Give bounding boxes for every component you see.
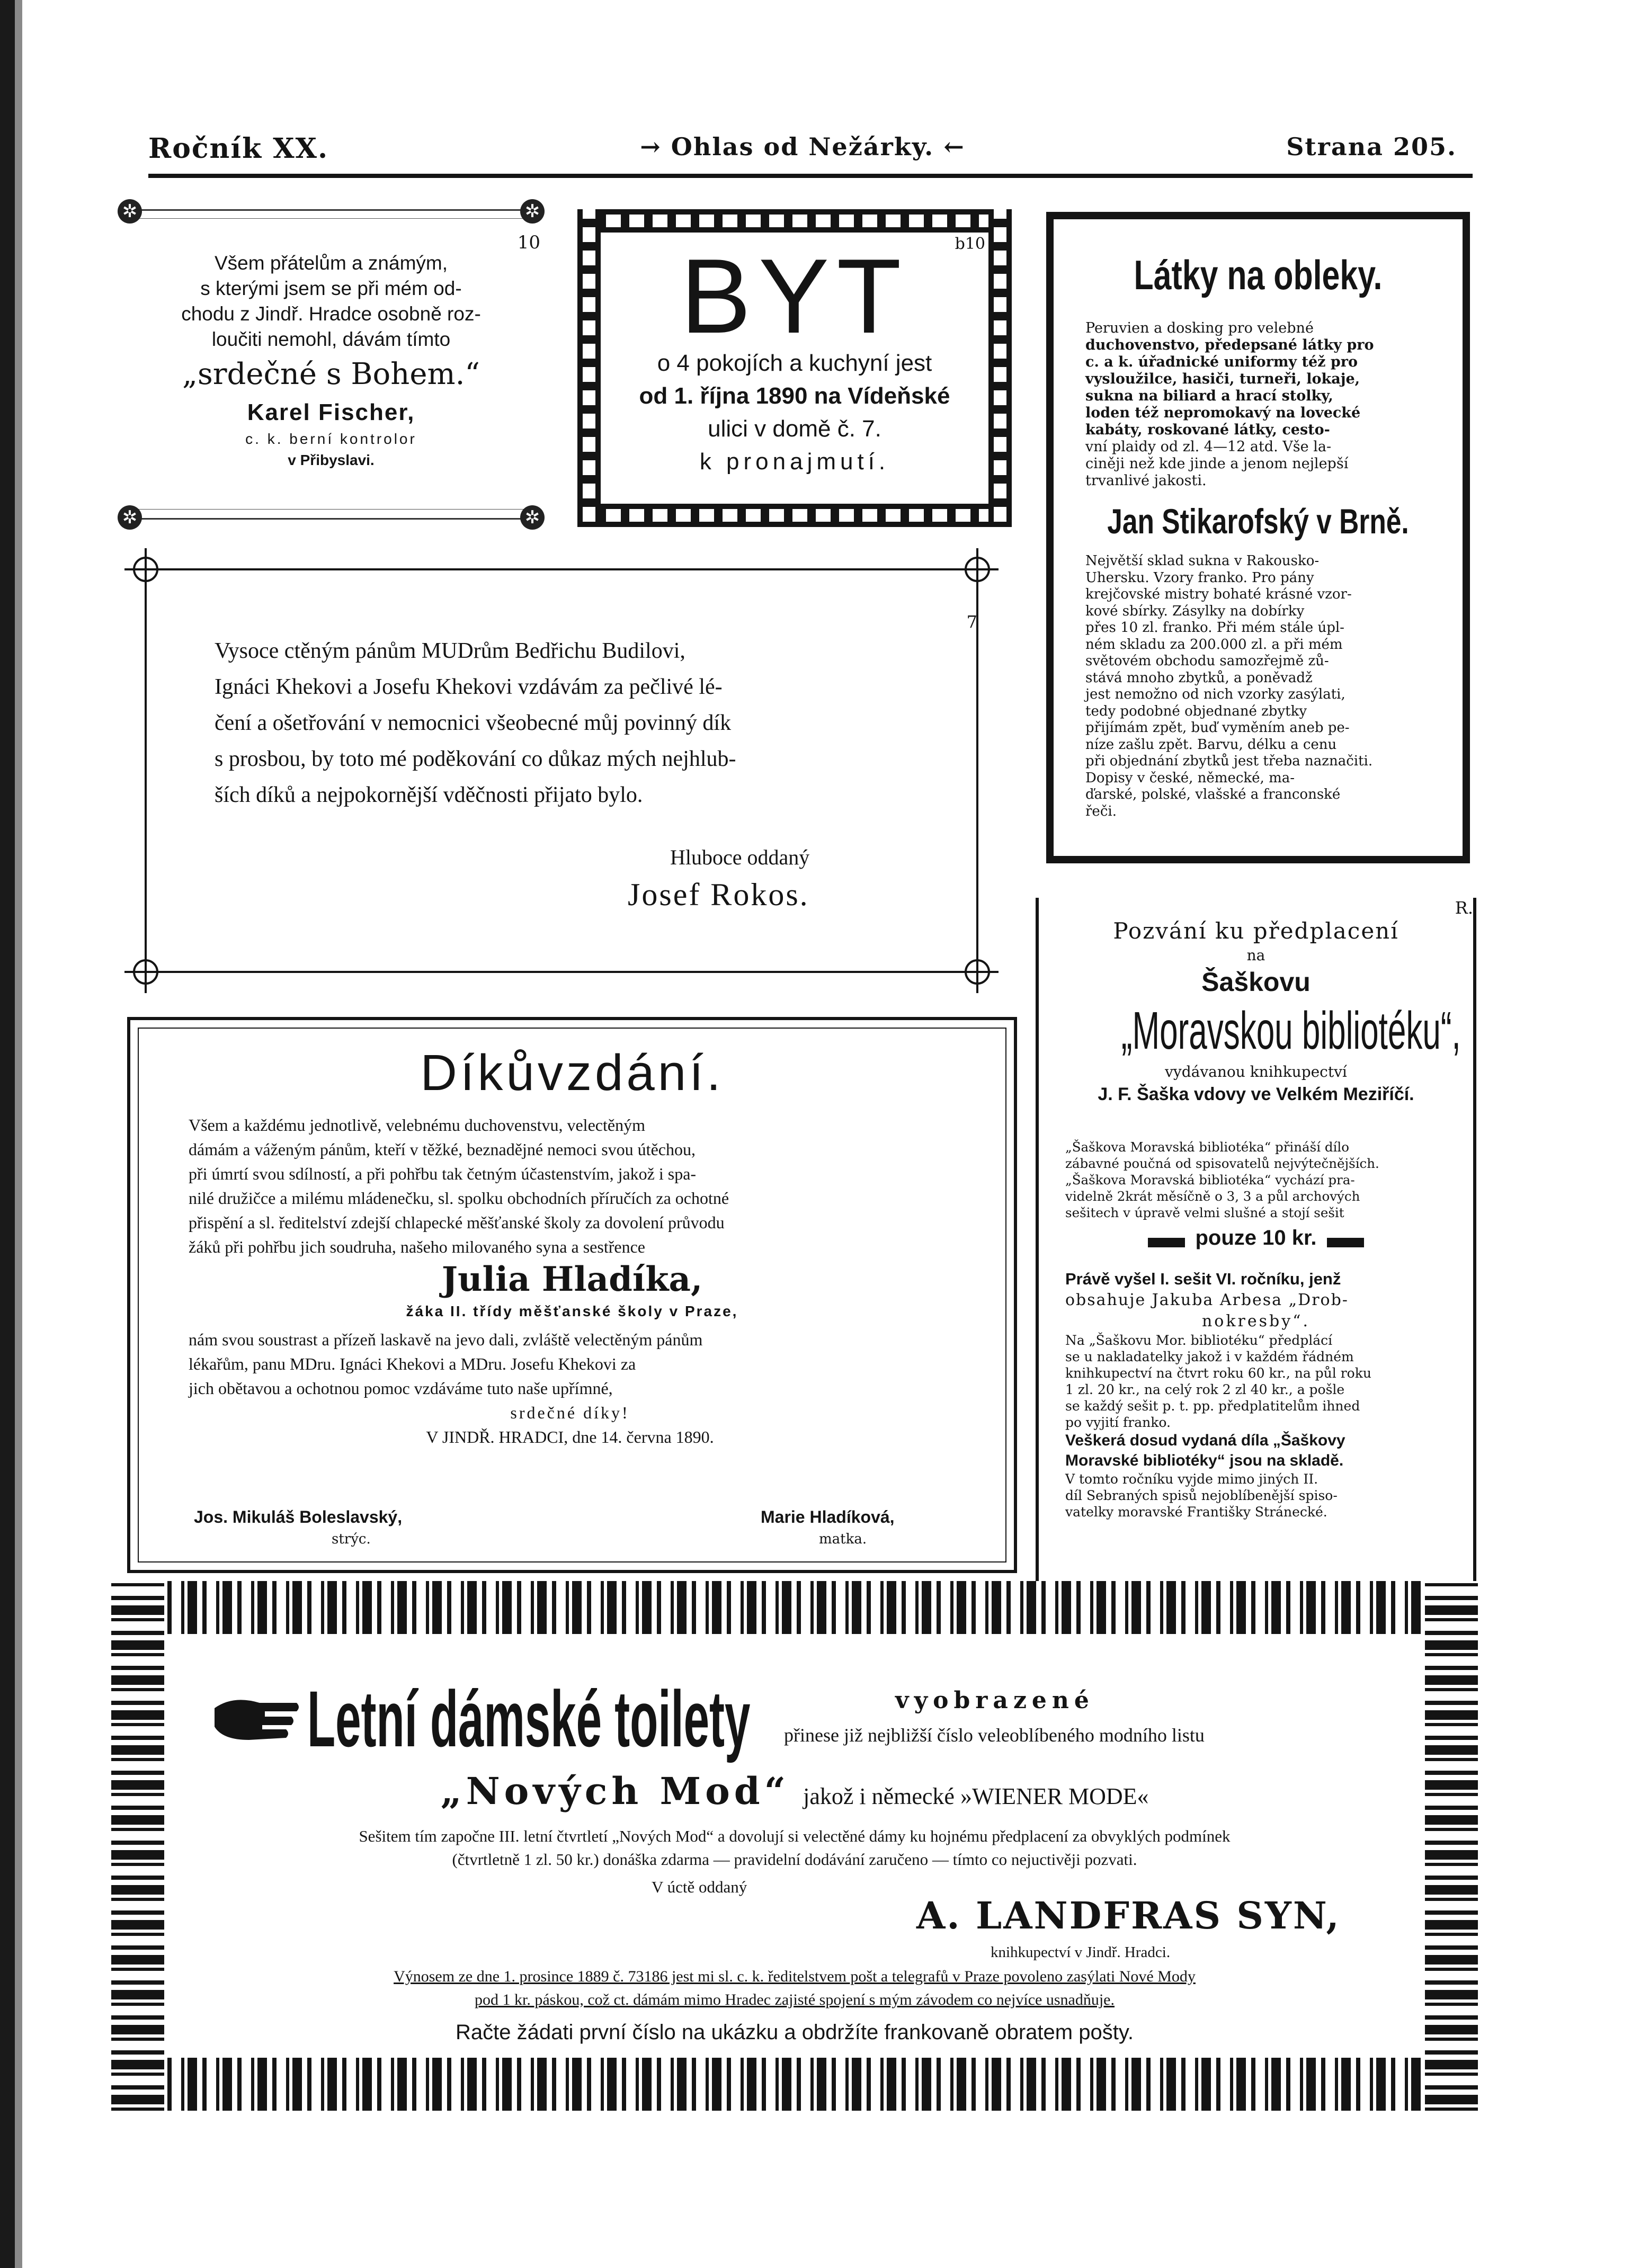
ad-signature: Karel Fischer, xyxy=(247,399,415,425)
ad-text-line: V úctě oddaný xyxy=(652,1878,747,1896)
ad-text-line: od 1. října 1890 na Vídeňské xyxy=(639,383,950,409)
ad-text-line: V tomto ročníku vyjde mimo jiných II. xyxy=(1065,1471,1318,1487)
ad-text-line: nokresby“. xyxy=(1201,1312,1311,1331)
ad-signature-title: c. k. berní kontrolor xyxy=(245,431,417,447)
corner-ornament-icon: ✲ xyxy=(520,199,545,224)
ad-firm-name: A. LANDFRAS SYN, xyxy=(916,1894,1341,1937)
page-header xyxy=(148,132,1457,175)
ad-heading: Díkůvzdání. xyxy=(420,1044,724,1101)
ad-heading: Látky na obleky. xyxy=(1134,252,1383,298)
ad-text-line: nám svou soustrast a přízeň laskavě na jevo dali, zvláště velectěným pánům xyxy=(189,1330,703,1349)
ad-text-line: tedy podobné objednané zbytky xyxy=(1085,703,1307,719)
ad-text-line: ších díků a nejpokornější vděčnosti přijato bylo. xyxy=(215,783,643,807)
ad-text-line: c. a k. úřadnické uniformy též pro xyxy=(1085,354,1358,370)
ad-mark: R. xyxy=(1455,898,1473,918)
ad-letni-toilety xyxy=(111,1581,1478,2111)
price-bar-left xyxy=(1148,1238,1185,1247)
ad-text-line: Veškerá dosud vydaná díla „Šaškovy xyxy=(1065,1432,1345,1449)
ad-signature: Marie Hladíková, xyxy=(761,1507,895,1526)
ad-heading: „Moravskou bibliotéku“, xyxy=(1121,1001,1461,1060)
ad-subheading: vyobrazené xyxy=(895,1687,1094,1714)
ad-text-line: přinese již nejbližší číslo veleoblíbeného modního listu xyxy=(784,1725,1205,1746)
chain-border xyxy=(577,209,601,527)
ad-text-line: s kterými jsem se při mém od- xyxy=(200,278,462,299)
chain-border xyxy=(988,209,1012,527)
ad-text-line: sukna na biliard a hrací stolky, xyxy=(1085,388,1333,404)
ad-heading: BYT xyxy=(680,237,909,355)
page-binding-edge xyxy=(0,0,15,2268)
ad-text-line: s prosbou, by toto mé poděkování co důkaz mých nejhlub- xyxy=(215,747,736,771)
ad-text-line: vysloužilce, hasiči, turneři, lokaje, xyxy=(1085,371,1360,387)
ornamental-border xyxy=(111,1581,1478,1634)
ad-signature-role: strýc. xyxy=(332,1531,371,1547)
ad-text-line: Na „Šaškovu Mor. bibliotéku“ předplácí xyxy=(1065,1333,1333,1348)
ad-text-line: 1 zl. 20 kr., na celý rok 2 zl 40 kr., a pošle xyxy=(1065,1382,1345,1397)
ad-text-line: sešitech v úpravě velmi slušné a stojí sešit xyxy=(1065,1205,1344,1220)
ad-byt xyxy=(577,209,1012,527)
ad-text-line: Moravské bibliotéky“ jsou na skladě. xyxy=(1065,1452,1344,1469)
ad-text-line: (čtvrtletně 1 zl. 50 kr.) donáška zdarma — pravidelní dodávání zaručeno — tímto co nejuctivěji pozvati. xyxy=(452,1850,1137,1869)
ad-text-line: trvanlivé jakosti. xyxy=(1085,472,1207,489)
corner-ornament-icon: ✲ xyxy=(118,199,142,224)
page-number: Strana 205. xyxy=(1286,132,1457,161)
ad-text-line: Pozvání ku předplacení xyxy=(1113,918,1399,944)
ad-greeting: „srdečné s Bohem.“ xyxy=(182,357,480,391)
ad-deceased-name: Julia Hladíka, xyxy=(441,1260,703,1299)
ad-text-line: se každý sešit p. t. pp. předplatitelům ihned xyxy=(1065,1398,1360,1414)
page-binding-shadow xyxy=(15,0,22,2268)
ad-text-line: stává mnoho zbytků, a poněvadž xyxy=(1085,669,1313,686)
ad-text-line: ďarské, polské, vlašské a franconské xyxy=(1085,787,1341,802)
ad-text-line: „Šaškova Moravská bibliotéka“ přináší dílo xyxy=(1065,1139,1349,1155)
ad-text-line: díl Sebraných spisů nejoblíbenější spiso- xyxy=(1065,1488,1338,1503)
ad-text-line: žáků při pohřbu jich soudruha, našeho milovaného syna a sestřence xyxy=(189,1237,645,1256)
ad-text-line: Uhersku. Vzory franko. Pro pány xyxy=(1085,569,1314,586)
ad-heading: Šaškovu xyxy=(1201,967,1311,997)
ad-number: 7 xyxy=(966,612,977,632)
ornamental-border xyxy=(111,2058,1478,2111)
chain-border xyxy=(577,504,1012,527)
ad-text-line: jakož i německé »WIENER MODE« xyxy=(803,1783,1149,1809)
ad-text-line: Všem a každému jednotlivě, velebnému duchovenstvu, velectěným xyxy=(189,1115,645,1135)
ad-text-line: krejčovské mistry bohaté krásné vzor- xyxy=(1085,586,1352,602)
ad-latky xyxy=(1046,212,1470,863)
ad-text-line: se u nakladatelky jakož i v každém řádném xyxy=(1065,1349,1354,1364)
ad-text-line: obsahuje Jakuba Arbesa „Drob- xyxy=(1065,1291,1349,1309)
ad-text-line: řeči. xyxy=(1085,803,1117,819)
corner-ornament-icon: ✲ xyxy=(118,505,142,530)
ad-text-line: V JINDŘ. HRADCI, dne 14. června 1890. xyxy=(426,1427,714,1446)
ad-text-line: Vysoce ctěným pánům MUDrům Bedřichu Budilovi, xyxy=(215,639,685,663)
ad-text-line: při objednání zbytků jest třeba naznačiti. xyxy=(1085,753,1373,769)
ad-text-line: zábavné poučná od spisovatelů nejvýtečnějších. xyxy=(1065,1156,1379,1171)
ad-text-line: přes 10 zl. franko. Při mém stále úpl- xyxy=(1085,620,1344,636)
pointing-hand-icon xyxy=(212,1687,302,1745)
ad-text-line: o 4 pokojích a kuchyní jest xyxy=(657,350,932,376)
ad-text-line: kabáty, roskované látky, cesto- xyxy=(1085,422,1330,438)
ad-text-line: přijímám zpět, buď vyměním aneb pe- xyxy=(1085,720,1350,736)
ad-text-line: pod 1 kr. páskou, což ct. dámám mimo Hradec zajisté spojení s mým závodem co nejvíce usnadňuje. xyxy=(475,1991,1115,2008)
ad-text-line: „Šaškova Moravská bibliotéka“ vychází pra- xyxy=(1065,1172,1355,1187)
ad-heading: Letní dámské toilety xyxy=(307,1674,751,1763)
ad-text-line: Všem přátelům a známým, xyxy=(214,252,448,274)
ad-text-line: lékařům, panu MDru. Ignáci Khekovi a MDru. Josefu Khekovi za xyxy=(189,1354,636,1373)
ad-text-line: Sešitem tím započne III. letní čtvrtletí „Nových Mod“ a dovolují si velectěné dámy ku hojnému předplacení za obvyklých podmínek xyxy=(359,1827,1231,1845)
ad-number: 10 xyxy=(517,232,540,253)
ad-fischer xyxy=(122,201,540,528)
ad-closing: Hluboce oddaný xyxy=(670,845,810,869)
ad-text-line: přispění a sl. ředitelství zdejší chlapecké měšťanské školy za dovolení průvodu xyxy=(189,1213,725,1232)
ad-text-line: Dopisy v české, německé, ma- xyxy=(1085,770,1295,786)
ad-text-line: Největší sklad sukna v Rakousko- xyxy=(1085,553,1320,569)
newspaper-title: → Ohlas od Nežárky. ← xyxy=(640,132,965,161)
ad-text-line: Peruvien a dosking pro velebné xyxy=(1085,320,1314,336)
ad-text-line: kové sbírky. Zásylky na dobírky xyxy=(1085,603,1305,619)
ad-text-line: Výnosem ze dne 1. prosince 1889 č. 73186 jest mi sl. c. k. ředitelstvem pošt a telegrafů v Praze povoleno zasýlati Nové Mody xyxy=(394,1968,1196,1985)
ad-saskova xyxy=(1036,898,1476,1586)
ad-text-line: Račte žádati první číslo na ukázku a obdržíte frankovaně obratem pošty. xyxy=(456,2021,1134,2044)
ad-text-line: jest nemožno od nich vzorky zasýlati, xyxy=(1085,686,1345,702)
header-rule xyxy=(148,174,1473,178)
ad-signature-place: v Přibyslavi. xyxy=(288,452,375,468)
ad-text-line: níze zašlu zpět. Barvu, délku a cenu xyxy=(1085,736,1337,753)
ad-text-line: loučiti nemohl, dávám tímto xyxy=(211,328,451,350)
ad-text-line: na xyxy=(1246,947,1265,964)
ad-number: b10 xyxy=(955,235,985,253)
price-bar-right xyxy=(1327,1238,1364,1247)
ad-text-line: knihkupectví v Jindř. Hradci. xyxy=(991,1944,1171,1961)
ad-text-line: srdečné díky! xyxy=(510,1403,630,1422)
ad-text-line: nilé družičce a milému mládenečku, sl. spolku obchodních příručích za ochotné xyxy=(189,1189,729,1208)
ad-text-line: knihkupectví na čtvrt roku 60 kr., na půl roku xyxy=(1065,1365,1371,1381)
volume-label: Ročník XX. xyxy=(148,132,329,165)
ad-text-line: při úmrtí svou sdílností, a při pohřbu tak četným účastenstvím, jakož i spa- xyxy=(189,1164,697,1183)
ad-text-line: Ignáci Khekovi a Josefu Khekovi vzdávám za pečlivé lé- xyxy=(215,675,723,699)
ad-text-line: ulici v domě č. 7. xyxy=(708,416,881,442)
ad-text-line: žáka II. třídy měšťanské školy v Praze, xyxy=(406,1303,738,1319)
ad-publisher: J. F. Šaška vdovy ve Velkém Meziříčí. xyxy=(1098,1084,1414,1104)
ad-paper-title: „Nových Mod“ xyxy=(440,1769,790,1813)
ad-text-line: Právě vyšel I. sešit VI. ročníku, jenž xyxy=(1065,1270,1341,1288)
ad-text-line: vydávanou knihkupectví xyxy=(1165,1063,1347,1081)
ad-price: pouze 10 kr. xyxy=(1195,1226,1317,1249)
ad-text-line: videlně 2krát měsíčně o 3, 3 a půl archových xyxy=(1065,1189,1360,1204)
ad-text-line: vatelky moravské Františky Stránecké. xyxy=(1065,1504,1327,1520)
ad-text-line: čení a ošetřování v nemocnici všeobecné můj povinný dík xyxy=(215,711,732,735)
ad-firm-name: Jan Stikarofský v Brně. xyxy=(1107,502,1409,541)
ad-signature-role: matka. xyxy=(819,1531,867,1547)
ad-text-line: loden též nepromokavý na lovecké xyxy=(1085,405,1361,421)
ad-rokos xyxy=(146,569,977,972)
ad-text-line: jich obětavou a ochotnou pomoc vzdáváme tuto naše upřímné, xyxy=(189,1379,613,1398)
ad-signature: Jos. Mikuláš Boleslavský, xyxy=(194,1507,403,1526)
ad-text-line: dámám a váženým pánům, kteří v těžké, beznadějné nemoci svou útěchou, xyxy=(189,1140,696,1159)
ad-text-line: chodu z Jindř. Hradce osobně roz- xyxy=(181,303,481,325)
ad-signature: Josef Rokos. xyxy=(628,877,809,912)
ad-text-line: světovém obchodu samozřejmě zů- xyxy=(1085,653,1329,669)
ad-text-line: duchovenstvo, předepsané látky pro xyxy=(1085,337,1374,353)
chain-border xyxy=(577,209,1012,233)
ad-dikuvzdani xyxy=(127,1017,1017,1573)
ad-text-line: ciněji než kde jinde a jenom nejlepší xyxy=(1085,456,1349,472)
ad-text-line: ném skladu za 200.000 zl. a při mém xyxy=(1085,636,1343,653)
corner-ornament-icon: ✲ xyxy=(520,505,545,530)
ad-text-line: po vyjití franko. xyxy=(1065,1415,1171,1430)
ad-text-line: k pronajmutí. xyxy=(699,449,890,475)
ad-text-line: vní plaidy od zl. 4—12 atd. Vše la- xyxy=(1085,439,1332,455)
